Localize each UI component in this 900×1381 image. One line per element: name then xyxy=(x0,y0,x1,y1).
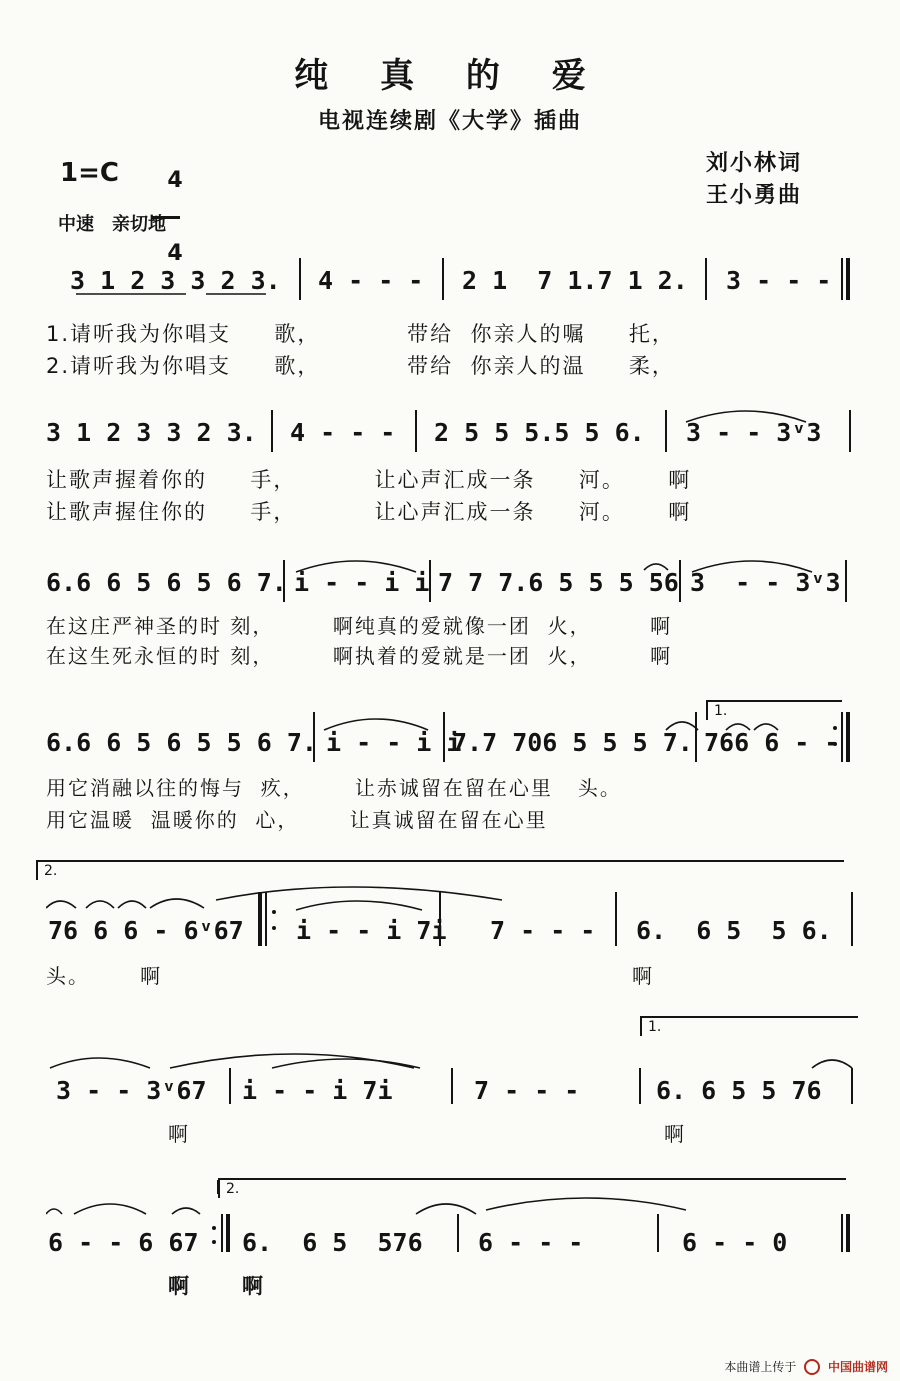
score-row-1 xyxy=(46,258,856,378)
lyric-verse-1: 在这庄严神圣的时 刻， 啊纯真的爱就像一团 火， 啊 xyxy=(46,614,673,638)
measure: 3 - - - xyxy=(726,266,832,295)
measure: 76 6 6 - 6ᵛ67 xyxy=(48,916,244,945)
time-signature-bottom: 4 xyxy=(167,241,183,266)
measure: 7 - - - xyxy=(490,916,596,945)
lyric-verse-2: 在这生死永恒的时 刻， 啊执着的爱就是一团 火， 啊 xyxy=(46,644,673,668)
volta-bracket-1: 1. xyxy=(640,1016,858,1036)
measure: i - - i 7i xyxy=(296,916,447,945)
measure: 4 - - - xyxy=(318,266,424,295)
volta-bracket-2: 2. xyxy=(36,860,844,880)
lyric-verse-1: 1.请听我为你唱支 歌， 带给 你亲人的嘱 托， xyxy=(46,322,675,346)
score-row-6 xyxy=(46,1016,856,1156)
measure: 7.7 706 5 5 5 7. xyxy=(452,728,693,757)
lyric-verse-2: 2.请听我为你唱支 歌， 带给 你亲人的温 柔， xyxy=(46,354,675,378)
lyric-verse-2: 让歌声握住你的 手， 让心声汇成一条 河。 啊 xyxy=(46,500,692,524)
lyric-verse-2: 用它温暖 温暖你的 心， 让真诚留在留在心里 xyxy=(46,808,548,832)
lyric-verse-1: 用它消融以往的悔与 疚， 让赤诚留在留在心里 头。 xyxy=(46,776,622,800)
tempo-marking: 中速 亲切地 xyxy=(58,214,166,235)
composer-credit: 王小勇曲 xyxy=(706,183,803,208)
measure: 6. 6 5 576 xyxy=(242,1228,423,1257)
song-subtitle: 电视连续剧《大学》插曲 xyxy=(317,109,582,134)
measure: 3 1 2 3 3 2 3. xyxy=(70,266,281,295)
measure: 766 6 - - xyxy=(704,728,840,757)
footer-credit xyxy=(724,1358,888,1376)
time-signature xyxy=(152,148,183,266)
measure: 7 - - - xyxy=(474,1076,580,1105)
lyric-verse-1: 头。 啊 xyxy=(46,964,163,988)
lyric-ah: 啊 xyxy=(168,1122,190,1146)
measure: 6 - - 0 xyxy=(682,1228,788,1257)
measure: 3 - - 3ᵛ67 xyxy=(56,1076,207,1105)
measure: 6.6 6 5 6 5 5 6 7. xyxy=(46,728,317,757)
volta-bracket-2: 2. xyxy=(218,1178,846,1198)
measure: i - - i i xyxy=(294,568,430,597)
lyric-ah: 啊 xyxy=(632,964,654,988)
measure: i - - i i xyxy=(326,728,462,757)
measure: 3 1 2 3 3 2 3. xyxy=(46,418,257,447)
measure: 3 - - 3ᵛ3 xyxy=(690,568,841,597)
song-title: 纯 真 的 爱 xyxy=(294,56,606,96)
measure: 6 - - - xyxy=(478,1228,584,1257)
lyric-ah: 啊 xyxy=(242,1274,263,1298)
lyric-ah: 啊 xyxy=(168,1274,189,1298)
measure: 2 1 7 1.7 1 2. xyxy=(462,266,688,295)
measure: 2 5 5 5.5 5 6. xyxy=(434,418,645,447)
footer-text: 本曲谱上传于 xyxy=(724,1359,797,1374)
score-row-7 xyxy=(46,1170,856,1310)
score-row-5 xyxy=(46,860,856,1000)
footer-brand[interactable]: 中国曲谱网 xyxy=(827,1359,888,1374)
score-row-3 xyxy=(46,560,856,680)
volta-bracket-1: 1. xyxy=(706,700,842,720)
score-row-2 xyxy=(46,410,856,530)
lyric-ah: 啊 xyxy=(664,1122,686,1146)
key-signature: 1=C xyxy=(60,158,119,188)
measure: 6 - - 6 67 xyxy=(48,1228,199,1257)
lyricist-credit: 刘小林词 xyxy=(706,151,803,176)
time-signature-top: 4 xyxy=(167,168,183,193)
measure: 6. 6 5 5 6. xyxy=(636,916,832,945)
lyric-verse-1: 让歌声握着你的 手， 让心声汇成一条 河。 啊 xyxy=(46,468,692,492)
measure: i - - i 7i xyxy=(242,1076,393,1105)
site-logo-icon xyxy=(804,1359,820,1375)
measure: 4 - - - xyxy=(290,418,396,447)
measure: 7 7 7.6 5 5 5 56 xyxy=(438,568,679,597)
measure: 3 - - 3ᵛ3 xyxy=(686,418,822,447)
score-row-4 xyxy=(46,700,856,840)
measure: 6.6 6 5 6 5 6 7. xyxy=(46,568,287,597)
measure: 6. 6 5 5 76 xyxy=(656,1076,822,1105)
